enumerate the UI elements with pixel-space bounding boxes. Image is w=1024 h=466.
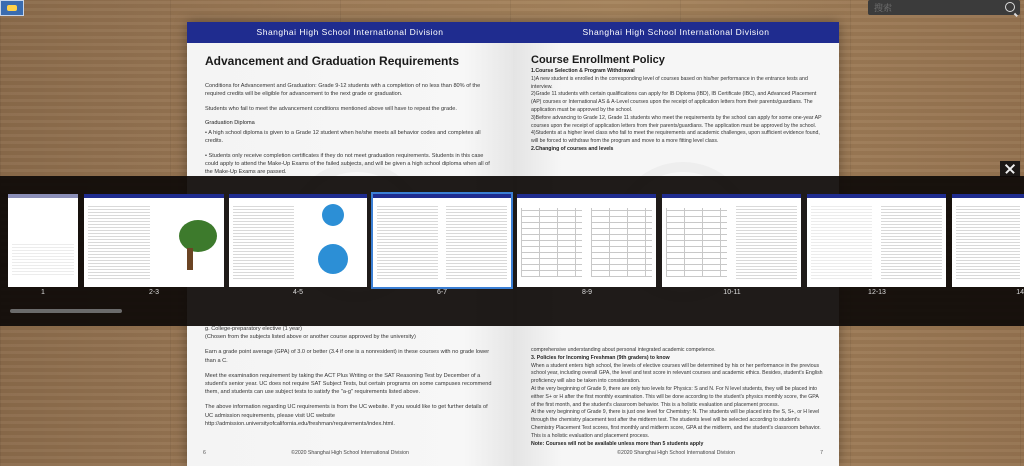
paragraph: When a student enters high school, the levels of elective courses will be determined by his or her performance in the previous school year, including overall GPA, the level and test score in relevant courses and academic ethics. Besides, student's English proficiency will also be taken into consideration. xyxy=(531,362,823,385)
thumbnail-strip[interactable] xyxy=(0,176,1024,326)
close-thumbnails-button[interactable] xyxy=(1000,161,1020,177)
page-body-lower xyxy=(531,347,823,448)
search-icon[interactable] xyxy=(1005,2,1015,12)
thumbnail-page[interactable] xyxy=(952,194,1024,287)
page-footer: ©2020 Shanghai High School International Division xyxy=(291,450,409,456)
thumbnail-label: 6-7 xyxy=(436,289,448,296)
section-heading: 1.Course Selection & Program Withdrawal xyxy=(531,68,635,74)
paragraph: (Chosen from the subjects listed above or another course approved by the university) xyxy=(205,334,416,341)
thumbnail-label: 8-9 xyxy=(581,289,593,296)
section-heading: 2.Changing of courses and levels xyxy=(531,145,614,152)
paragraph: Conditions for Advancement and Graduation: Grade 9-12 students with a completion of no less than 80% of the required credits will be eligible for advancement to the next grade or graduation. xyxy=(205,83,481,98)
thumbnail-label: 2-3 xyxy=(148,289,160,296)
paragraph: • Students only receive completion certificates if they do not meet graduation requirements. Students in this case could apply to attend the Make-Up Exams of the failed subjects, and will be given a high school diploma when all of the Make-Up Exams are passed. xyxy=(205,152,490,176)
thumbnail-label: 12-13 xyxy=(868,289,886,296)
page-header: Shanghai High School International Division xyxy=(187,22,513,43)
paragraph: 4)Students at a higher level class who fail to meet the requirements and academic challenges, upon sufficient evidence found, will be forced to withdraw from the program and move to a more fitting level class. xyxy=(531,130,820,145)
paragraph: The above information regarding UC requirements is from the UC website. If you would like to get further details of UC admission requirements, please visit UC website http://admission.universityofcalifornia.edu/freshman/requirements/index.html. xyxy=(205,404,488,427)
page-body xyxy=(531,68,823,154)
thumbnail-label: 1 xyxy=(41,289,45,296)
thumbnail-page[interactable] xyxy=(84,194,224,287)
paragraph: Earn a grade point average (GPA) of 3.0 or better (3.4 if one is a nonresident) in these courses with no grade lower than a C. xyxy=(205,349,490,364)
paragraph: 2)Grade 11 students with certain qualifications can apply for IB Diploma (IBD), IB Certificate (IBC), and Advanced Placement (AP) courses or International AS & A-Level courses upon the receipt of application letters from their parents/guardians. The application must be approved by the school. xyxy=(531,91,817,113)
thumbnail-label: 4-5 xyxy=(292,289,304,296)
subheading: Graduation Diploma xyxy=(205,119,255,126)
page-body xyxy=(205,82,495,183)
page-body-lower xyxy=(205,325,495,428)
paragraph: Students who fail to meet the advancement conditions mentioned above will have to repeat the grade. xyxy=(205,105,457,112)
paragraph: g. College-preparatory elective (1 year) xyxy=(205,326,303,332)
paragraph: Meet the examination requirement by taking the ACT Plus Writing or the SAT Reasoning Test by December of a student's senior year. UC does not require SAT Subject Tests, but certain programs on some campuses recommend them, and students can use subject tests to satisfy the "a-g" requirements listed above. xyxy=(205,372,492,396)
top-bar xyxy=(0,0,1024,18)
thumbnail-page[interactable] xyxy=(517,194,656,287)
section-heading: 3. Policies for Incoming Freshman (9th graders) to know xyxy=(531,354,670,361)
thumbnail-page[interactable] xyxy=(8,194,78,287)
page-header: Shanghai High School International Division xyxy=(513,22,839,43)
thumbnail-page[interactable] xyxy=(662,194,801,287)
app-logo-icon[interactable] xyxy=(0,0,24,16)
paragraph: • A high school diploma is given to a Grade 12 student when he/she meets all behavior codes and completes all credits. xyxy=(205,130,481,145)
page-number: 7 xyxy=(820,450,823,456)
page-title: Advancement and Graduation Requirements xyxy=(205,54,460,68)
page-number: 6 xyxy=(203,450,206,456)
thumbnail-page-active[interactable] xyxy=(373,194,511,287)
paragraph: At the very beginning of Grade 9, there are only two levels for Physics: S and N. For N level students, they will be placed into either S+ or H after the first monthly examination. This will be done according to the student's physics monthly score, the GPA of the first month, and the student's classroom behavior. This is a holistic evaluation and placement process. xyxy=(531,385,819,408)
search-input[interactable] xyxy=(874,1,994,14)
page-title: Course Enrollment Policy xyxy=(531,54,665,66)
thumbnail-scrollbar[interactable] xyxy=(10,309,122,313)
paragraph: 3)Before advancing to Grade 12, Grade 11 students who meet the requirements by the school can apply for some one-year AP courses upon the receipt of application letters from their parents/guardians. The application must be approved by the school. xyxy=(531,114,822,129)
thumbnail-label: 10-11 xyxy=(723,289,741,296)
thumbnail-label: 14 xyxy=(1016,289,1024,296)
paragraph: 1)A new student is enrolled in the corresponding level of courses based on his/her performance in the entrance tests and interview. xyxy=(531,75,808,90)
thumbnail-page[interactable] xyxy=(229,194,367,287)
thumbnail-page[interactable] xyxy=(807,194,946,287)
paragraph: At the very beginning of Grade 9, there is just one level for Chemistry: N. The students will be placed into the S, S+, or H level through the chemistry placement test after the midterm test. The students level will be selected according to student's Chemistry Placement Test scores, first monthly and midterm score, GPA at the midterm, and the student's classroom behavior. This is a holistic evaluation and placement process. xyxy=(531,409,821,439)
note: Note: Courses will not be available unless more than 5 students apply xyxy=(531,440,704,447)
search-box[interactable] xyxy=(868,0,1020,15)
page-footer: ©2020 Shanghai High School International Division xyxy=(617,450,735,456)
paragraph: comprehensive understanding about personal integrated academic competence. xyxy=(531,347,716,353)
